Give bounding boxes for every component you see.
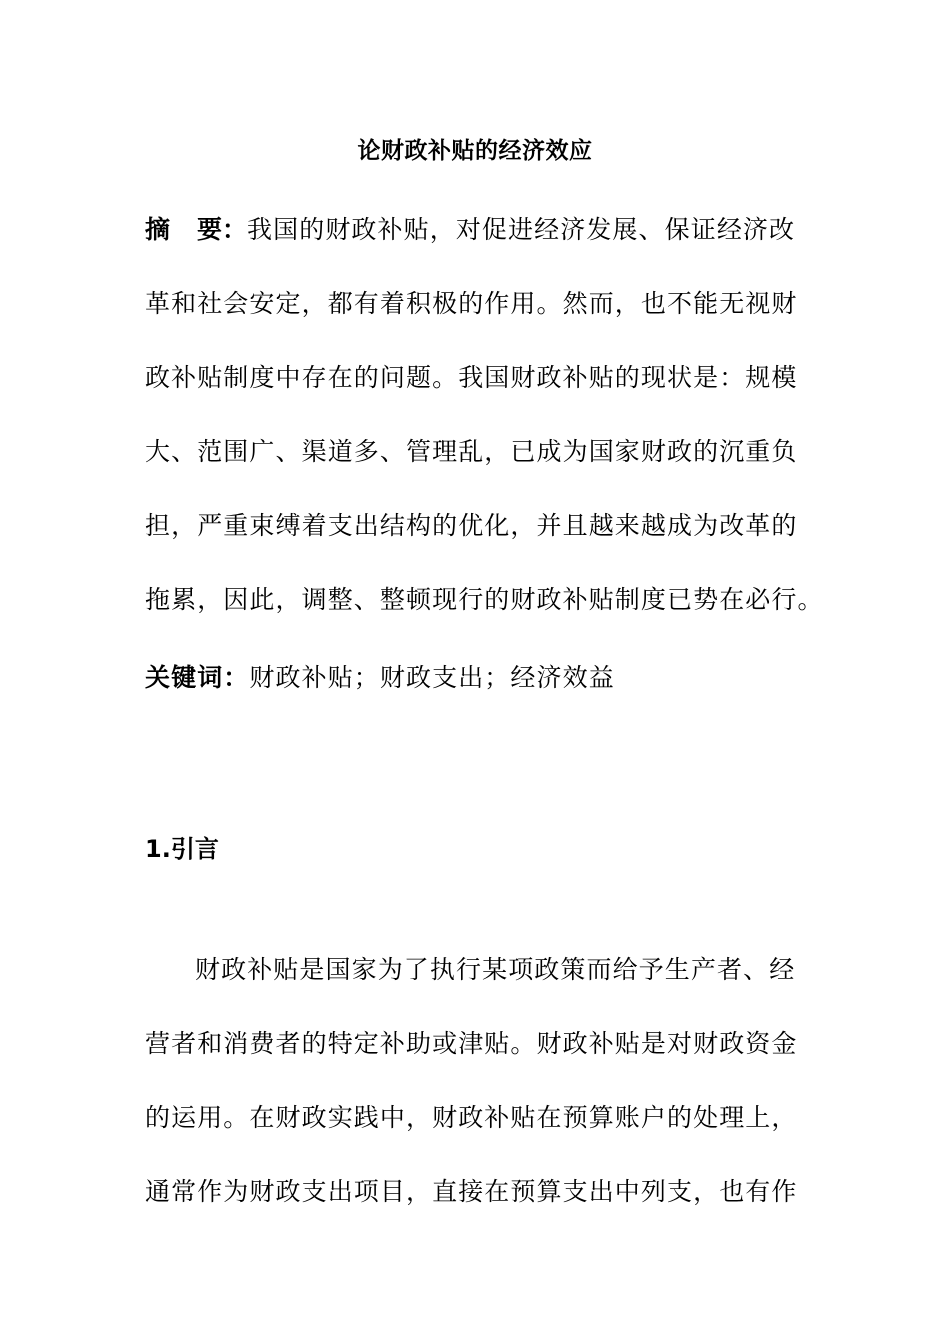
abstract-line-4: 大、范围广、渠道多、管理乱，已成为国家财政的沉重负 [145, 437, 798, 466]
paragraph-line-1-text: 财政补贴是国家为了执行某项政策而给予生产者、经 [195, 955, 796, 984]
section-heading: 1.引言 [145, 835, 219, 863]
abstract-line-2: 革和社会安定，都有着积极的作用。然而，也不能无视财 [145, 289, 798, 318]
paragraph-line-3: 的运用。在财政实践中，财政补贴在预算账户的处理上， [145, 1103, 798, 1132]
abstract-line-3: 政补贴制度中存在的问题。我国财政补贴的现状是：规模 [145, 363, 798, 392]
abstract-text: 我国的财政补贴，对促进经济发展、保证经济改 [247, 215, 796, 244]
keywords-line [145, 661, 815, 695]
abstract-label-first: 摘 [145, 215, 171, 244]
keywords-label: 关键词： [145, 663, 250, 692]
paragraph-line-4: 通常作为财政支出项目，直接在预算支出中列支，也有作 [145, 1177, 798, 1206]
abstract-label-second: 要： [197, 215, 248, 244]
abstract-line-5: 担，严重束缚着支出结构的优化，并且越来越成为改革的 [145, 511, 798, 540]
document-title: 论财政补贴的经济效应 [357, 138, 593, 164]
paragraph-line-1 [145, 953, 815, 987]
abstract-label [145, 215, 247, 244]
paragraph-line-2: 营者和消费者的特定补助或津贴。财政补贴是对财政资金 [145, 1029, 798, 1058]
keywords-value: 财政补贴；财政支出；经济效益 [249, 663, 615, 692]
abstract-line-6: 拖累，因此，调整、整顿现行的财政补贴制度已势在必行。 [145, 585, 824, 614]
abstract-line-1 [145, 213, 815, 247]
